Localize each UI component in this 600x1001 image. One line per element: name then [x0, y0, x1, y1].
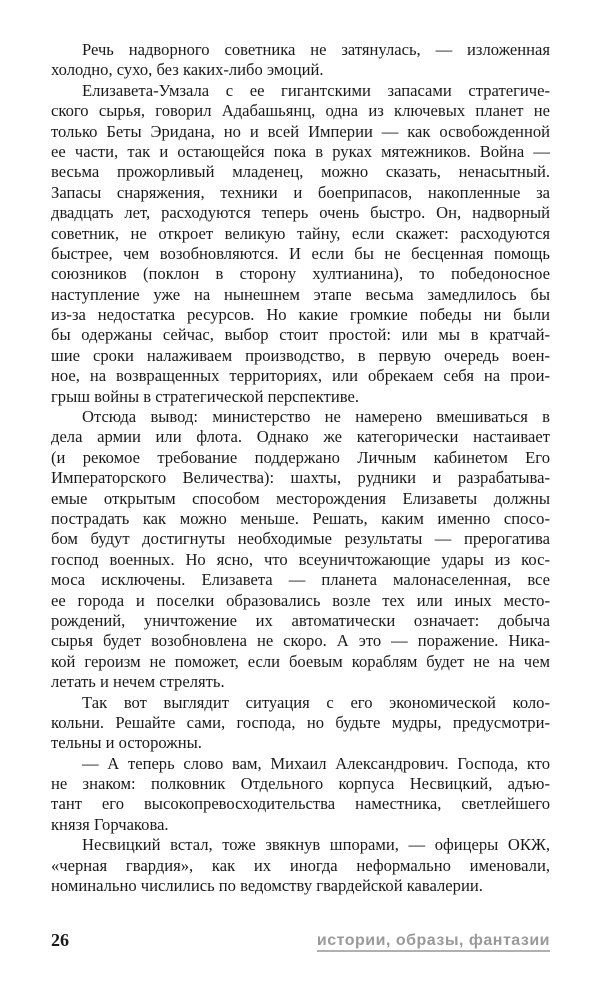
text-line: холодно, сухо, без каких-либо эмоций.: [51, 60, 324, 80]
text-line: весьма прожорливый младенец, можно сказать, ненасытный.: [51, 162, 550, 182]
text-line: Императорского Величества): шахты, рудники и разрабатыва-: [51, 468, 550, 488]
text-line: кой героизм не поможет, если боевым кораблям будет не на чем: [51, 651, 550, 671]
text-line: (и рекомое требование поддержано Личным кабинетом Его: [51, 447, 550, 467]
text-line: кольни. Решайте сами, господа, но будьте мудры, предусмотри-: [51, 712, 550, 732]
page-body: [51, 40, 550, 896]
text-line: ее города и поселки образовались возле тех или иных место-: [51, 590, 550, 610]
running-title: истории, образы, фантазии: [317, 932, 550, 952]
text-line: Речь надворного советника не затянулась, — изложенная: [82, 40, 550, 59]
text-line: грыш войны в стратегической перспективе.: [51, 386, 360, 406]
text-line: «черная гвардия», как их иногда неформально именовали,: [51, 855, 550, 875]
text-line: ное, на возвращенных территориях, или обрекаем себя на прои-: [51, 366, 550, 386]
paragraph: [51, 835, 550, 896]
text-line: шие сроки налаживаем производство, в первую очередь воен-: [51, 345, 550, 365]
paragraph: [51, 407, 550, 692]
text-line: Запасы снаряжения, техники и боеприпасов, накопленные за: [51, 182, 550, 202]
text-line: дела армии или флота. Однако же категорически настаивает: [51, 427, 550, 447]
text-line: емые открытым способом месторождения Елизаветы должны: [51, 488, 550, 508]
text-line: тельны и осторожны.: [51, 733, 202, 753]
text-line: только Беты Эридана, но и всей Империи — как освобожденной: [51, 121, 550, 141]
text-line: ее части, так и остающейся пока в руках мятежников. Война —: [51, 141, 550, 161]
text-line: из-за недостатка ресурсов. Но какие громкие победы ни были: [51, 305, 550, 325]
text-line: моса исключены. Елизавета — планета малонаселенная, все: [51, 570, 550, 590]
text-line: номинально числились по ведомству гвардейской кавалерии.: [51, 876, 483, 896]
text-line: ского сырья, говорил Адабашьянц, одна из ключевых планет не: [51, 101, 550, 121]
text-line: Так вот выглядит ситуация с его экономической коло-: [82, 692, 550, 712]
text-line: — А теперь слово вам, Михаил Александрович. Господа, кто: [82, 753, 550, 773]
text-line: наступление уже на нынешнем этапе весьма замедлилось бы: [51, 284, 550, 304]
text-line: быстрее, чем возобновляются. И если бы не бесценная помощь: [51, 243, 550, 263]
text-line: тант его высокопревосходительства наместника, светлейшего: [51, 794, 550, 814]
text-line: Елизавета-Умзала с ее гигантскими запасами стратегиче-: [82, 80, 550, 100]
page-number: 26: [51, 930, 69, 950]
text-line: советник, не откроет великую тайну, если скажет: расходуются: [51, 223, 550, 243]
text-line: летать и нечем стрелять.: [51, 672, 225, 692]
text-line: союзников (поклон в сторону хултианина), то победоносное: [51, 264, 550, 284]
text-line: двадцать лет, расходуются теперь очень быстро. Он, надворный: [51, 203, 550, 223]
paragraph: [51, 81, 550, 407]
text-line: Отсюда вывод: министерство не намерено вмешиваться в: [82, 407, 550, 427]
text-line: Несвицкий встал, тоже звякнув шпорами, — офицеры ОКЖ,: [82, 835, 550, 855]
text-line: не знаком: полковник Отдельного корпуса Несвицкий, адъю-: [51, 774, 550, 794]
paragraph: [51, 40, 550, 81]
text-line: бом будут достигнуты необходимые результаты — прерогатива: [51, 529, 550, 549]
text-line: князя Горчакова.: [51, 814, 169, 834]
text-line: пострадать как можно меньше. Решать, каким именно спосо-: [51, 508, 550, 528]
paragraph: [51, 754, 550, 836]
text-line: сырья будет возобновлена не скоро. А это — поражение. Ника-: [51, 631, 550, 651]
text-line: господ военных. Но ясно, что всеуничтожающие удары из кос-: [51, 549, 550, 569]
paragraph: [51, 693, 550, 754]
text-line: бы одержаны сейчас, выбор стоит простой: или мы в кратчай-: [51, 325, 550, 345]
text-line: рождений, уничтожение их автоматически означает: добыча: [51, 610, 550, 630]
page-footer: [51, 930, 550, 956]
